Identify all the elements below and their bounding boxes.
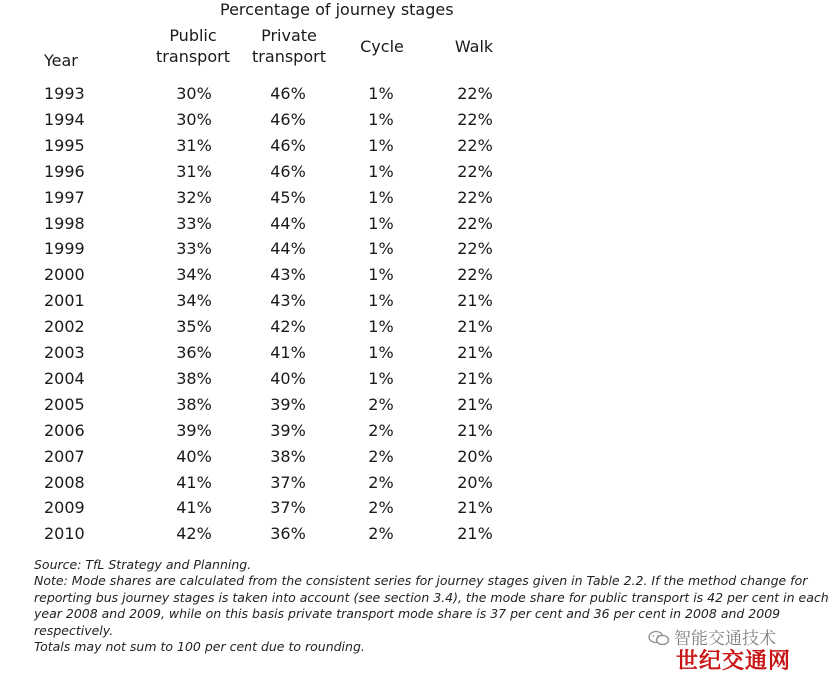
cell-cycle: 2% <box>368 420 394 440</box>
cell-cycle: 2% <box>368 524 394 544</box>
cell-public-transport: 38% <box>176 368 212 388</box>
cell-public-transport: 34% <box>176 291 212 311</box>
column-header-cycle: Cycle <box>360 37 404 56</box>
cell-walk: 21% <box>457 420 493 440</box>
cell-private-transport: 40% <box>270 368 306 388</box>
cell-private-transport: 46% <box>270 109 306 129</box>
note-line: respectively. <box>34 622 114 638</box>
cell-year: 2004 <box>44 368 85 388</box>
cell-year: 1997 <box>44 187 85 207</box>
cell-private-transport: 46% <box>270 161 306 181</box>
column-header-year: Year <box>44 51 78 70</box>
cell-walk: 22% <box>457 109 493 129</box>
cell-cycle: 1% <box>368 84 394 103</box>
cell-walk: 22% <box>457 161 493 181</box>
cell-public-transport: 38% <box>176 394 212 414</box>
cell-walk: 22% <box>457 187 493 207</box>
cell-walk: 20% <box>457 446 493 466</box>
cell-public-transport: 30% <box>176 84 212 103</box>
cell-year: 1993 <box>44 84 85 103</box>
cell-private-transport: 37% <box>270 472 306 492</box>
cell-walk: 21% <box>457 343 493 362</box>
cell-cycle: 2% <box>368 394 394 414</box>
cell-public-transport: 31% <box>176 161 212 181</box>
cell-cycle: 1% <box>368 317 394 337</box>
column-header-walk: Walk <box>454 37 494 56</box>
cell-year: 1998 <box>44 213 85 233</box>
cell-walk: 21% <box>457 291 493 311</box>
cell-year: 2010 <box>44 524 85 544</box>
cell-private-transport: 44% <box>270 239 306 259</box>
cell-private-transport: 43% <box>270 265 306 285</box>
cell-public-transport: 41% <box>176 472 212 492</box>
cell-cycle: 2% <box>368 498 394 518</box>
cell-year: 2005 <box>44 394 85 414</box>
cell-public-transport: 36% <box>176 343 212 362</box>
cell-private-transport: 39% <box>270 394 306 414</box>
totals-note: Totals may not sum to 100 per cent due to rounding. <box>34 639 365 655</box>
cell-cycle: 1% <box>368 161 394 181</box>
cell-cycle: 1% <box>368 368 394 388</box>
cell-cycle: 1% <box>368 343 394 362</box>
cell-public-transport: 33% <box>176 239 212 259</box>
note-line: Note: Mode shares are calculated from the consistent series for journey stages given in Table 2.2. If the method change for <box>34 573 808 589</box>
cell-public-transport: 41% <box>176 498 212 518</box>
cell-private-transport: 38% <box>270 446 306 466</box>
cell-public-transport: 30% <box>176 109 212 129</box>
cell-walk: 20% <box>457 472 493 492</box>
cell-year: 2000 <box>44 265 85 285</box>
cell-year: 2003 <box>44 343 85 362</box>
cell-private-transport: 42% <box>270 317 306 337</box>
watermark-account-name: 智能交通技术 <box>674 629 776 649</box>
cell-public-transport: 42% <box>176 524 212 544</box>
cell-private-transport: 46% <box>270 84 306 103</box>
cell-year: 2002 <box>44 317 85 337</box>
cell-year: 1996 <box>44 161 85 181</box>
cell-private-transport: 41% <box>270 343 306 362</box>
cell-year: 1995 <box>44 135 85 155</box>
cell-cycle: 1% <box>368 265 394 285</box>
cell-public-transport: 35% <box>176 317 212 337</box>
cell-year: 1994 <box>44 109 85 129</box>
table-supertitle: Percentage of journey stages <box>220 0 454 19</box>
cell-walk: 22% <box>457 84 493 103</box>
cell-cycle: 1% <box>368 239 394 259</box>
cell-public-transport: 39% <box>176 420 212 440</box>
cell-private-transport: 39% <box>270 420 306 440</box>
cell-walk: 22% <box>457 213 493 233</box>
watermark-brand: 世纪交通网 <box>676 648 792 674</box>
cell-private-transport: 46% <box>270 135 306 155</box>
cell-cycle: 1% <box>368 187 394 207</box>
header-line: Private <box>261 26 317 45</box>
cell-walk: 22% <box>457 239 493 259</box>
cell-cycle: 2% <box>368 472 394 492</box>
header-line: transport <box>156 47 230 66</box>
cell-public-transport: 32% <box>176 187 212 207</box>
cell-year: 2001 <box>44 291 85 311</box>
note-line: reporting bus journey stages is taken into account (see section 3.4), the mode share for public transport is 42 per cent in each <box>34 589 829 605</box>
cell-walk: 21% <box>457 368 493 388</box>
header-line: transport <box>252 47 326 66</box>
source-note: Source: TfL Strategy and Planning. <box>34 557 252 572</box>
cell-walk: 21% <box>457 394 493 414</box>
cell-walk: 21% <box>457 317 493 337</box>
column-header-private-transport <box>244 25 334 67</box>
cell-year: 2009 <box>44 498 85 518</box>
cell-year: 2007 <box>44 446 85 466</box>
cell-cycle: 1% <box>368 109 394 129</box>
cell-year: 2008 <box>44 472 85 492</box>
cell-private-transport: 36% <box>270 524 306 544</box>
cell-private-transport: 37% <box>270 498 306 518</box>
cell-public-transport: 34% <box>176 265 212 285</box>
cell-year: 2006 <box>44 420 85 440</box>
note-line: year 2008 and 2009, while on this basis private transport mode share is 37 per cent and 36 per cent in 2008 and 2009 <box>34 606 781 622</box>
cell-cycle: 1% <box>368 213 394 233</box>
wechat-icon <box>648 630 670 646</box>
header-line: Public <box>169 26 217 45</box>
cell-walk: 22% <box>457 135 493 155</box>
cell-private-transport: 45% <box>270 187 306 207</box>
cell-cycle: 1% <box>368 291 394 311</box>
column-header-public-transport <box>148 25 238 67</box>
cell-year: 1999 <box>44 239 85 259</box>
cell-walk: 22% <box>457 265 493 285</box>
cell-public-transport: 33% <box>176 213 212 233</box>
cell-public-transport: 40% <box>176 446 212 466</box>
cell-public-transport: 31% <box>176 135 212 155</box>
cell-walk: 21% <box>457 498 493 518</box>
cell-walk: 21% <box>457 524 493 544</box>
cell-private-transport: 43% <box>270 291 306 311</box>
cell-cycle: 1% <box>368 135 394 155</box>
cell-private-transport: 44% <box>270 213 306 233</box>
cell-cycle: 2% <box>368 446 394 466</box>
